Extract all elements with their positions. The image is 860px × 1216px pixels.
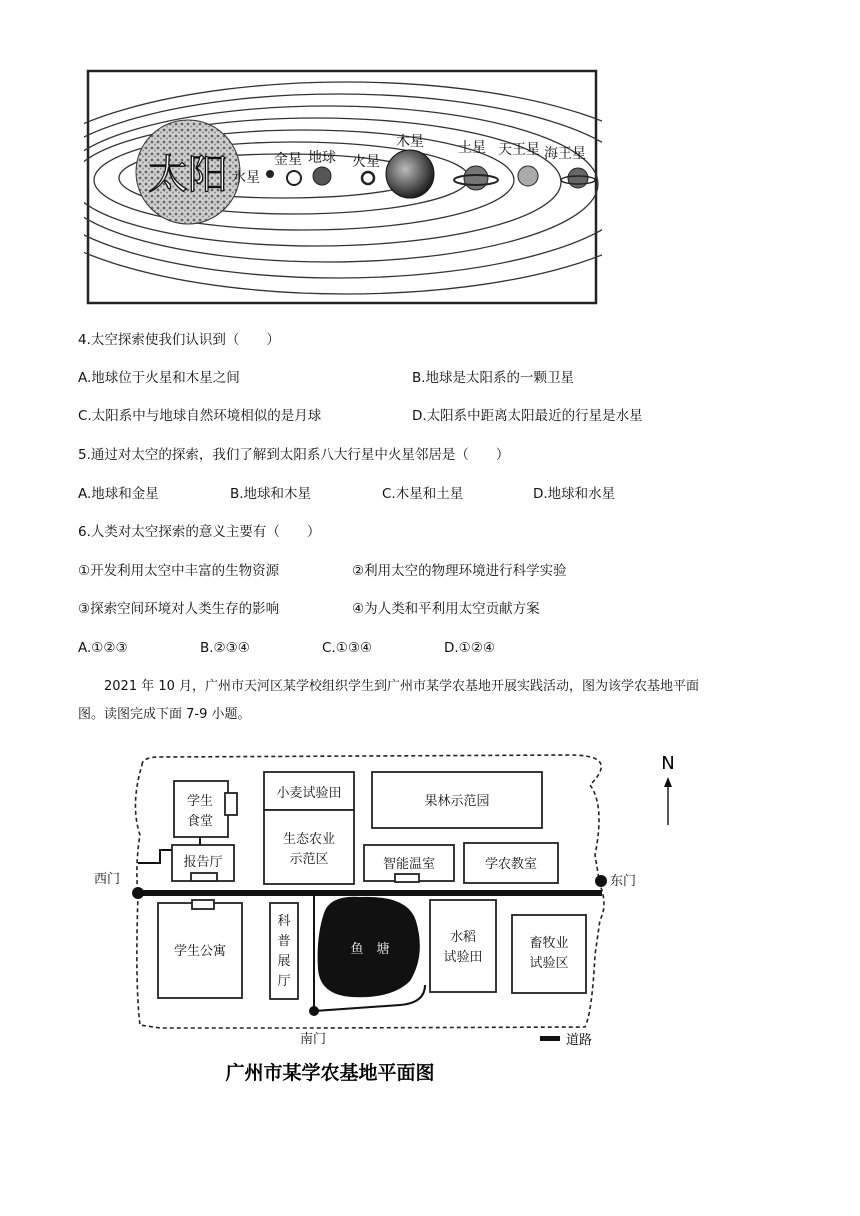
q5-option-d: D.地球和水星	[533, 486, 616, 502]
livestock-label-2: 试验区	[529, 956, 569, 971]
solar-system-figure	[84, 68, 602, 308]
uranus-label: 天王星	[498, 142, 540, 158]
mars-label: 火星	[352, 154, 380, 170]
q5-stem: 5.通过对太空的探索，我们了解到太阳系八大行星中火星邻居是（ ）	[78, 447, 510, 463]
map-caption: 广州市某学农基地平面图	[225, 1062, 435, 1084]
venus-label: 金星	[274, 152, 302, 168]
livestock-label-1: 畜牧业	[529, 936, 569, 951]
west-gate-dot	[132, 887, 144, 899]
farm-map	[80, 745, 690, 1090]
classroom-label: 学农教室	[484, 857, 538, 872]
q6-item-3: ③探索空间环境对人类生存的影响	[78, 601, 280, 617]
south-gate-dot	[309, 1006, 319, 1016]
west-gate-label: 西门	[94, 872, 121, 887]
q6-option-a: A.①②③	[78, 640, 128, 656]
wheat-label: 小麦试验田	[276, 786, 342, 801]
q4-stem: 4.太空探索使我们认识到（ ）	[78, 332, 280, 348]
q6-item-4: ④为人类和平利用太空贡献方案	[352, 601, 540, 617]
science-label-1: 科	[277, 914, 291, 929]
q4-option-a: A.地球位于火星和木星之间	[78, 370, 240, 386]
orchard-label: 果林示范园	[424, 794, 490, 809]
jupiter	[386, 150, 434, 198]
science-label-4: 厅	[277, 974, 291, 989]
earth-label: 地球	[308, 150, 336, 166]
sun-label: 太阳	[148, 152, 228, 198]
q6-stem: 6.人类对太空探索的意义主要有（ ）	[78, 524, 321, 540]
rice-field	[430, 900, 496, 992]
q4-option-d: D.太阳系中距离太阳最近的行星是水星	[412, 408, 643, 424]
q5-option-a: A.地球和金星	[78, 486, 159, 502]
canteen-label-2: 食堂	[186, 814, 214, 829]
saturn-label: 土星	[458, 140, 486, 156]
q6-item-2: ②利用太空的物理环境进行科学实验	[352, 563, 567, 579]
eco-label-1: 生态农业	[282, 832, 336, 847]
east-gate-label: 东门	[610, 874, 637, 889]
earth	[313, 167, 331, 185]
hall-label: 报告厅	[183, 855, 223, 870]
mercury	[266, 170, 274, 178]
south-gate-label: 南门	[300, 1032, 327, 1047]
dorm-label: 学生公寓	[173, 944, 227, 959]
greenhouse-label: 智能温室	[382, 857, 436, 872]
q5-option-b: B.地球和木星	[230, 486, 312, 502]
q6-item-1: ①开发利用太空中丰富的生物资源	[78, 563, 280, 579]
eco-area	[264, 810, 354, 884]
neptune	[568, 168, 588, 188]
science-label-3: 展	[277, 954, 291, 969]
legend-road-label: 道路	[566, 1033, 593, 1048]
eco-label-2: 示范区	[289, 852, 329, 867]
east-gate-dot	[595, 875, 607, 887]
neptune-label: 海王星	[544, 146, 586, 162]
livestock-area	[512, 915, 586, 993]
north-label: N	[661, 753, 675, 774]
legend-road-symbol	[540, 1036, 560, 1041]
q6-option-c: C.①③④	[322, 640, 373, 656]
rice-label-1: 水稻	[449, 930, 477, 945]
q5-option-c: C.木星和土星	[382, 486, 464, 502]
pond-label: 鱼 塘	[350, 942, 390, 957]
intro-line-1: 2021 年 10 月，广州市天河区某学校组织学生到广州市某学农基地开展实践活动，图为该学农基地平面	[104, 679, 700, 694]
q6-option-d: D.①②④	[444, 640, 495, 656]
q4-option-c: C.太阳系中与地球自然环境相似的是月球	[78, 408, 322, 424]
rice-label-2: 试验田	[443, 950, 483, 965]
mercury-label: 水星	[232, 170, 260, 186]
venus	[287, 171, 301, 185]
canteen-label-1: 学生	[186, 794, 214, 809]
main-road	[138, 890, 602, 896]
q6-option-b: B.②③④	[200, 640, 250, 656]
q4-option-b: B.地球是太阳系的一颗卫星	[412, 370, 575, 386]
intro-line-2: 图。读图完成下面 7-9 小题。	[78, 707, 251, 722]
saturn	[464, 166, 488, 190]
uranus	[518, 166, 538, 186]
jupiter-label: 木星	[396, 134, 424, 150]
science-label-2: 普	[277, 934, 291, 949]
mars	[362, 172, 374, 184]
